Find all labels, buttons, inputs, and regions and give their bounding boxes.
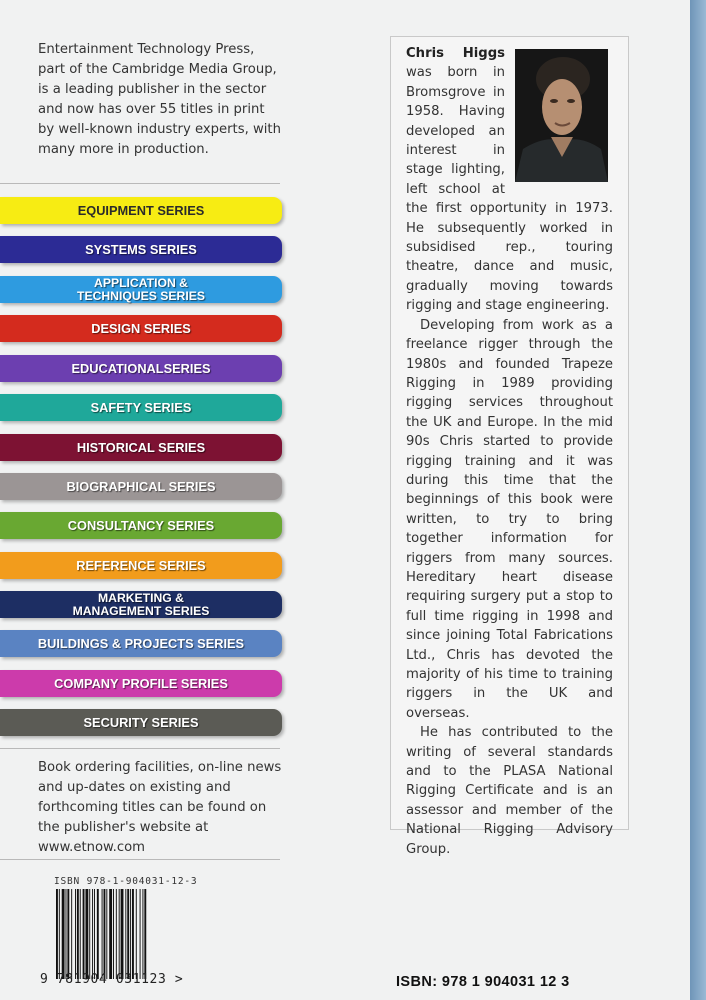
- series-bar-12[interactable]: BUILDINGS & PROJECTS SERIES: [0, 630, 282, 657]
- author-name: Chris Higgs: [406, 46, 505, 61]
- website-link[interactable]: www.etnow.com: [38, 840, 145, 855]
- series-bar-9[interactable]: CONSULTANCY SERIES: [0, 512, 282, 539]
- series-bar-4[interactable]: DESIGN SERIES: [0, 315, 282, 342]
- divider-barcode: [0, 859, 280, 860]
- series-bar-1[interactable]: EQUIPMENT SERIES: [0, 197, 282, 224]
- barcode-digits: 9 781904 031123 >: [40, 972, 184, 987]
- divider-top: [0, 183, 280, 184]
- barcode: [56, 889, 186, 979]
- divider-bottom: [0, 748, 280, 749]
- series-bar-11[interactable]: MARKETING & MANAGEMENT SERIES: [0, 591, 282, 618]
- bio-paragraph-3: He has contributed to the writing of several standards and to the PLASA National Rigging Certificate and is an assessor and member of the National Rigging Advisory Group.: [406, 725, 613, 857]
- ordering-info: [38, 758, 288, 858]
- series-bar-5[interactable]: EDUCATIONALSERIES: [0, 355, 282, 382]
- series-bar-13[interactable]: COMPANY PROFILE SERIES: [0, 670, 282, 697]
- series-bar-2[interactable]: SYSTEMS SERIES: [0, 236, 282, 263]
- barcode-isbn-label: ISBN 978-1-904031-12-3: [54, 876, 198, 887]
- cover-edge: [690, 0, 706, 1000]
- ordering-text: Book ordering facilities, on-line news and up-dates on existing and forthcoming titles can be found on the publisher's website at: [38, 760, 282, 835]
- series-bar-10[interactable]: REFERENCE SERIES: [0, 552, 282, 579]
- bio-paragraph-2: Developing from work as a freelance rigger through the 1980s and founded Trapeze Rigging in 1989 providing rigging services throughout the UK and Europe. In the mid 90s Chris started to provide rigging training and it was during this time that the beginnings of this book were written, to try to bring together information for riggers from many sources. Hereditary heart disease requiring surgery put a stop to full time rigging in 1998 and since joining Total Fabrications Ltd., Chris has devoted the majority of his time to training riggers in the UK and overseas.: [406, 317, 613, 721]
- series-bar-6[interactable]: SAFETY SERIES: [0, 394, 282, 421]
- publisher-blurb: Entertainment Technology Press, part of the Cambridge Media Group, is a leading publisher in the sector and now has over 55 titles in print by well-known industry experts, with many more in production.: [38, 42, 281, 157]
- bio-paragraph-1-text: was born in Bromsgrove in 1958. Having developed an interest in stage lighting, left school at the first opportunity in 1973. He subsequently worked in subsidised rep., touring theatre, dance and music, gradually moving towards rigging and stage engineering.: [406, 65, 613, 314]
- series-bar-8[interactable]: BIOGRAPHICAL SERIES: [0, 473, 282, 500]
- series-bar-7[interactable]: HISTORICAL SERIES: [0, 434, 282, 461]
- author-photo: [515, 49, 608, 182]
- isbn-footer: ISBN: 978 1 904031 12 3: [396, 974, 570, 990]
- series-bar-14[interactable]: SECURITY SERIES: [0, 709, 282, 736]
- series-bar-3[interactable]: APPLICATION & TECHNIQUES SERIES: [0, 276, 282, 303]
